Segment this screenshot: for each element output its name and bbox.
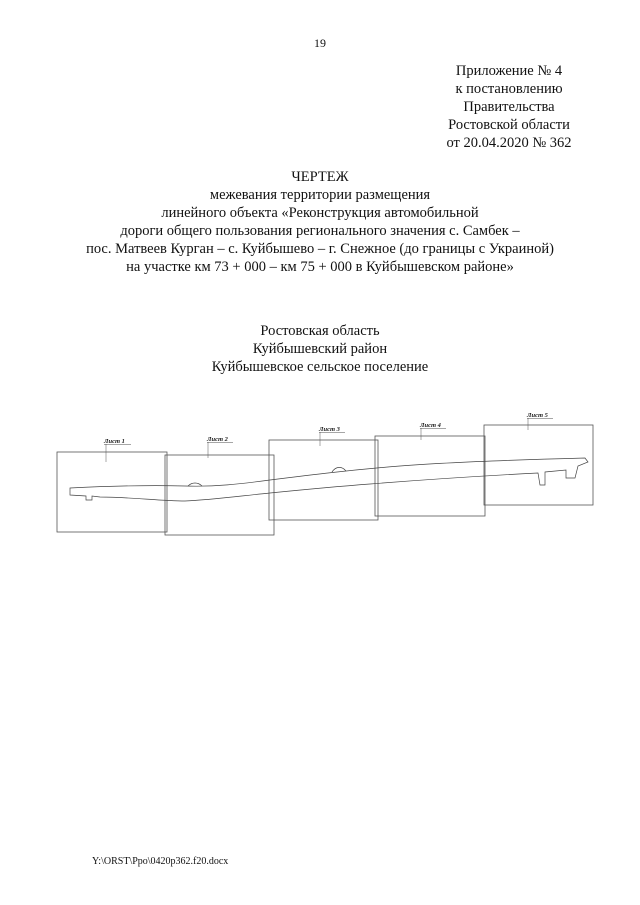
- title-line: дороги общего пользования регионального значения с. Самбек –: [120, 223, 520, 239]
- title-line: пос. Матвеев Курган – с. Куйбышево – г. Снежное (до границы с Украиной): [86, 241, 554, 257]
- page-number: 19: [314, 36, 326, 50]
- sheet-label-4: Лист 4: [420, 422, 441, 429]
- sheet-label-1: Лист 1: [104, 438, 125, 445]
- location-line: Куйбышевское сельское поселение: [211, 359, 429, 375]
- title-line: межевания территории размещения: [209, 187, 431, 203]
- sheet-label-2: Лист 2: [207, 436, 228, 443]
- sheet-label-5: Лист 5: [527, 412, 548, 419]
- annex-line: Ростовской области: [448, 117, 570, 133]
- sheet-frame-4: [375, 436, 485, 516]
- annex-block: [434, 62, 584, 152]
- title-line: на участке км 73 + 000 – км 75 + 000 в Куйбышевском районе»: [126, 259, 514, 275]
- annex-line: к постановлению: [455, 81, 563, 97]
- location-block: [0, 322, 640, 376]
- file-path: Y:\ORST\Ppo\0420p362.f20.docx: [92, 856, 229, 867]
- sheet-frame-1: [57, 452, 167, 532]
- sheet-index-drawing: [0, 400, 640, 550]
- sheet-frame-2: [165, 455, 274, 535]
- sheet-frame-5: [484, 425, 593, 505]
- title-heading: ЧЕРТЕЖ: [291, 169, 349, 185]
- sheet-frame-3: [269, 440, 378, 520]
- annex-line: от 20.04.2020 № 362: [446, 135, 572, 151]
- title-line: линейного объекта «Реконструкция автомобильной: [161, 205, 479, 221]
- annex-line: Правительства: [463, 99, 555, 115]
- document-title: [0, 168, 640, 276]
- location-line: Ростовская область: [260, 323, 380, 339]
- road-corridor: [70, 458, 588, 501]
- annex-line: Приложение № 4: [455, 63, 563, 79]
- location-line: Куйбышевский район: [252, 341, 388, 357]
- sheet-label-3: Лист 3: [319, 426, 340, 433]
